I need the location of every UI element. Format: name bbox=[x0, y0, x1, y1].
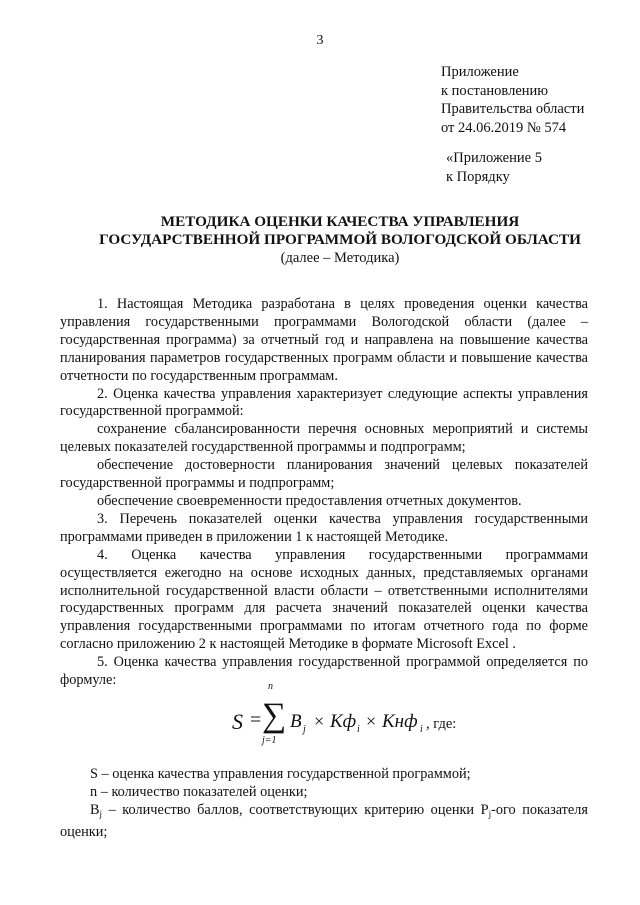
definition-symbol: S bbox=[90, 766, 98, 782]
paragraph-4: 4. Оценка качества управления государственными программами осуществляется ежегодно на основе исходных данных, представляемых органами исполнительной государственной власти области – ответственными исполнителями государственных программ для расчета значений показателей оценки качества управления государственными программами по итогам отчетного года по форме согласно приложению 2 к настоящей Методике в формате Microsoft Excel . bbox=[60, 546, 588, 653]
appendix-line: «Приложение 5 bbox=[446, 150, 542, 166]
appendix-line: к постановлению bbox=[441, 82, 549, 99]
document-title-line-2: ГОСУДАРСТВЕННОЙ ПРОГРАММОЙ ВОЛОГОДСКОЙ ОБЛАСТИ bbox=[99, 231, 581, 248]
paragraph-3: 3. Перечень показателей оценки качества управления государственными программами приведен в приложении 1 к настоящей Методике. bbox=[60, 510, 588, 545]
formula-sum-lower: j=1 bbox=[262, 735, 277, 746]
definition-symbol-sub: j bbox=[99, 809, 103, 819]
definition-s bbox=[60, 765, 588, 783]
formula bbox=[215, 681, 545, 757]
appendix-line: Правительства области bbox=[441, 101, 585, 117]
document-title-line-1: МЕТОДИКА ОЦЕНКИ КАЧЕСТВА УПРАВЛЕНИЯ bbox=[160, 213, 520, 230]
appendix-line: Приложение bbox=[441, 64, 519, 80]
appendix-block bbox=[441, 63, 584, 137]
definition-text: – количество показателей оценки; bbox=[97, 784, 308, 800]
formula-times-1: × bbox=[314, 711, 325, 731]
formula-sum-upper: n bbox=[268, 681, 273, 692]
formula-term-knf-sub: i bbox=[420, 724, 423, 735]
definition-text-2: -ого показателя оценки; bbox=[60, 802, 588, 840]
definition-symbol: n bbox=[90, 784, 98, 800]
page-number: 3 bbox=[316, 33, 324, 48]
paragraph-5: 5. Оценка качества управления государственной программой определяется по формуле: bbox=[60, 654, 588, 689]
appendix-block-2 bbox=[446, 149, 542, 186]
document-subtitle: (далее – Методика) bbox=[280, 250, 400, 266]
paragraph-aspect-1: сохранение сбалансированности перечня основных мероприятий и системы целевых показателей государственной программы и подпрограмм; bbox=[60, 421, 588, 456]
sigma-icon: ∑ bbox=[262, 697, 287, 734]
paragraph-aspect-3: обеспечение своевременности предоставления отчетных документов. bbox=[97, 492, 522, 509]
definition-b bbox=[60, 801, 588, 841]
appendix-line: от 24.06.2019 № 574 bbox=[441, 119, 567, 136]
formula-equals: = bbox=[250, 709, 262, 731]
formula-term-b: B bbox=[290, 711, 302, 732]
definitions bbox=[60, 765, 588, 841]
paragraph-2: 2. Оценка качества управления характеризует следующие аспекты управления государственной программой: bbox=[60, 385, 588, 420]
definition-symbol: B bbox=[90, 802, 100, 818]
definition-text: – количество баллов, соответствующих критерию оценки P bbox=[102, 802, 489, 818]
body-text bbox=[60, 296, 588, 690]
formula-suffix: , где: bbox=[426, 716, 457, 732]
formula-lhs: S bbox=[232, 709, 243, 734]
definition-text: – оценка качества управления государственной программой; bbox=[97, 766, 471, 782]
formula-times-2: × bbox=[366, 711, 377, 731]
definition-text-sub: j bbox=[488, 809, 492, 819]
formula-term-kf-sub: i bbox=[357, 724, 360, 735]
formula-term-knf: Kнф bbox=[382, 711, 418, 732]
formula-term-b-sub: j bbox=[303, 724, 306, 735]
appendix-line: к Порядку bbox=[446, 168, 510, 185]
paragraph-1: 1. Настоящая Методика разработана в целях проведения оценки качества управления государственными программами Вологодской области (далее – государственная программа) за отчетный год и направлена на повышение качества планирования параметров государственных программ области и повышение качества отчетности по государственным программам. bbox=[60, 296, 588, 384]
formula-term-kf: Kф bbox=[330, 711, 357, 732]
definition-n bbox=[60, 783, 588, 801]
paragraph-aspect-2: обеспечение достоверности планирования значений целевых показателей государственной программы и подпрограмм; bbox=[60, 457, 588, 492]
